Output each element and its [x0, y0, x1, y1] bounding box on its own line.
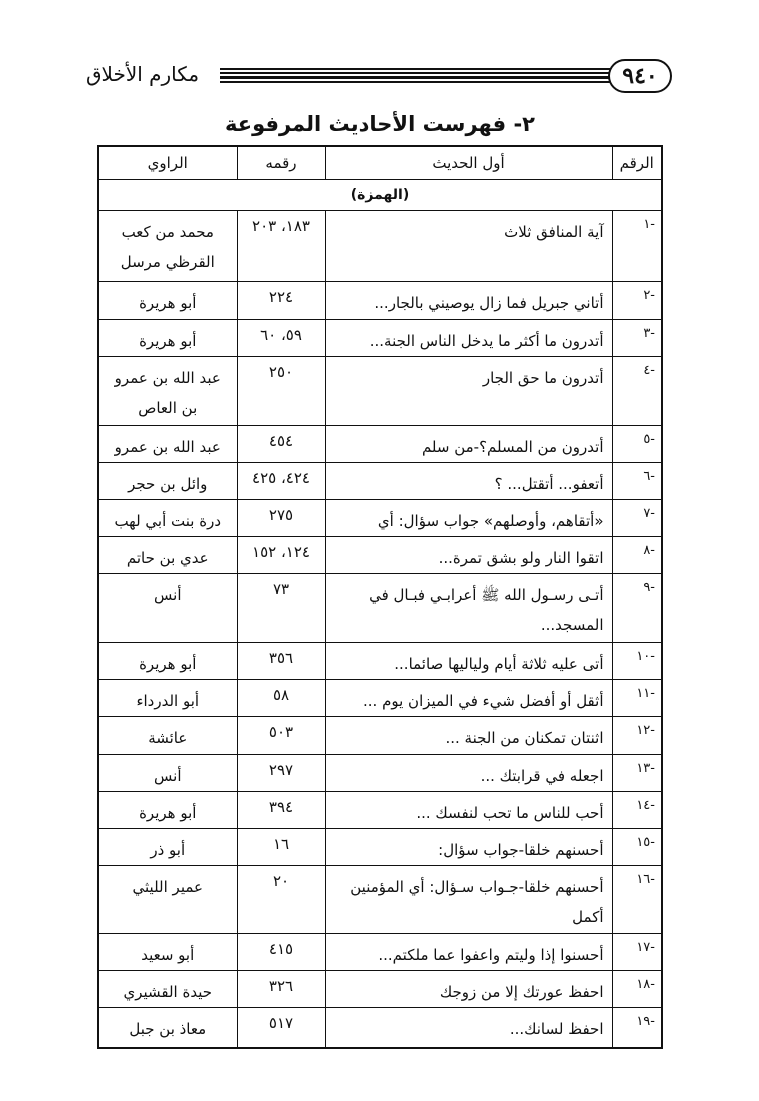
- page-number: ٩٤٠: [608, 59, 672, 93]
- hadith-reference: ٤٢٤، ٤٢٥: [237, 462, 325, 499]
- narrator: عبد الله بن عمرو: [98, 425, 237, 462]
- hadith-reference: ٥١٧: [237, 1008, 325, 1048]
- table-row: [98, 319, 662, 356]
- table-row: [98, 499, 662, 536]
- hadith-opening: اتقوا النار ولو بشق تمرة...: [325, 537, 612, 574]
- narrator: أبو سعيد: [98, 933, 237, 970]
- hadith-opening: أتاني جبريل فما زال يوصيني بالجار...: [325, 281, 612, 319]
- hadith-opening: «أتقاهم، وأوصلهم» جواب سؤال: أي: [325, 499, 612, 536]
- column-header-reference: رقمه: [237, 146, 325, 180]
- column-header-narrator: الراوي: [98, 146, 237, 180]
- table-header-row: [98, 146, 662, 180]
- hadith-opening: اجعله في قرابتك ...: [325, 754, 612, 791]
- narrator: أبو ذر: [98, 829, 237, 866]
- narrator: أبو هريرة: [98, 642, 237, 679]
- table-row: [98, 680, 662, 717]
- hadith-reference: ١٢٤، ١٥٢: [237, 537, 325, 574]
- narrator: محمد من كعب القرظي مرسل: [98, 211, 237, 281]
- row-number: -٨: [612, 537, 662, 574]
- narrator: أنس: [98, 574, 237, 642]
- table-row: [98, 642, 662, 679]
- narrator: عبد الله بن عمرو بن العاص: [98, 357, 237, 425]
- hadith-opening: أحسنوا إذا وليتم واعفوا عما ملكتم...: [325, 933, 612, 970]
- narrator: أبو هريرة: [98, 281, 237, 319]
- page-header: [80, 56, 680, 96]
- hadith-index-table: [97, 145, 663, 1049]
- narrator: وائل بن حجر: [98, 462, 237, 499]
- hadith-reference: ٥٩، ٦٠: [237, 319, 325, 356]
- row-number: -١٧: [612, 933, 662, 970]
- table-row: [98, 791, 662, 828]
- table-row: [98, 537, 662, 574]
- book-title: مكارم الأخلاق: [86, 62, 200, 86]
- hadith-reference: ٢٠: [237, 866, 325, 933]
- narrator: عدي بن حاتم: [98, 537, 237, 574]
- row-number: -١٩: [612, 1008, 662, 1048]
- hadith-opening: آية المنافق ثلاث: [325, 211, 612, 281]
- row-number: -٢: [612, 281, 662, 319]
- hadith-reference: ٧٣: [237, 574, 325, 642]
- row-number: -١١: [612, 680, 662, 717]
- row-number: -١٥: [612, 829, 662, 866]
- row-number: -١٤: [612, 791, 662, 828]
- table-row: [98, 717, 662, 754]
- row-number: -٤: [612, 357, 662, 425]
- table-row: [98, 1008, 662, 1048]
- hadith-opening: أحسنهم خلقا-جواب سؤال:: [325, 829, 612, 866]
- letter-section-row: [98, 180, 662, 211]
- hadith-reference: ٢٧٥: [237, 499, 325, 536]
- narrator: عمير الليثي: [98, 866, 237, 933]
- table-row: [98, 754, 662, 791]
- row-number: -٥: [612, 425, 662, 462]
- row-number: -٧: [612, 499, 662, 536]
- hadith-reference: ٣٢٦: [237, 970, 325, 1007]
- table-row: [98, 933, 662, 970]
- narrator: حيدة القشيري: [98, 970, 237, 1007]
- header-rule: [220, 68, 620, 84]
- table-row: [98, 462, 662, 499]
- narrator: أبو الدرداء: [98, 680, 237, 717]
- row-number: -٩: [612, 574, 662, 642]
- row-number: -١٦: [612, 866, 662, 933]
- hadith-reference: ٥٨: [237, 680, 325, 717]
- hadith-opening: أحسنهم خلقا-جـواب سـؤال: أي المؤمنين أكمل: [325, 866, 612, 933]
- narrator: درة بنت أبي لهب: [98, 499, 237, 536]
- hadith-reference: ١٦: [237, 829, 325, 866]
- row-number: -٦: [612, 462, 662, 499]
- row-number: -١٨: [612, 970, 662, 1007]
- section-title: ٢- فهرست الأحاديث المرفوعة: [224, 112, 535, 136]
- row-number: -١: [612, 211, 662, 281]
- hadith-opening: أتدرون ما حق الجار: [325, 357, 612, 425]
- table-row: [98, 211, 662, 281]
- table-row: [98, 970, 662, 1007]
- hadith-opening: أتـى رسـول الله ﷺ أعرابـي فبـال في المسجد...: [325, 574, 612, 642]
- hadith-reference: ١٨٣، ٢٠٣: [237, 211, 325, 281]
- hadith-reference: ٢٥٠: [237, 357, 325, 425]
- narrator: أنس: [98, 754, 237, 791]
- hadith-opening: احفظ لسانك...: [325, 1008, 612, 1048]
- hadith-reference: ٣٩٤: [237, 791, 325, 828]
- hadith-opening: اثنتان تمكنان من الجنة ...: [325, 717, 612, 754]
- narrator: أبو هريرة: [98, 791, 237, 828]
- hadith-reference: ٢٢٤: [237, 281, 325, 319]
- hadith-opening: أتدرون ما أكثر ما يدخل الناس الجنة...: [325, 319, 612, 356]
- narrator: عائشة: [98, 717, 237, 754]
- hadith-opening: احفظ عورتك إلا من زوجك: [325, 970, 612, 1007]
- hadith-reference: ٤٥٤: [237, 425, 325, 462]
- hadith-opening: أتى عليه ثلاثة أيام ولياليها صائما...: [325, 642, 612, 679]
- hadith-opening: أتعفو... أتقتل... ؟: [325, 462, 612, 499]
- table-row: [98, 357, 662, 425]
- row-number: -١٢: [612, 717, 662, 754]
- hadith-reference: ٣٥٦: [237, 642, 325, 679]
- hadith-reference: ٢٩٧: [237, 754, 325, 791]
- narrator: معاذ بن جبل: [98, 1008, 237, 1048]
- table-row: [98, 574, 662, 642]
- row-number: -١٠: [612, 642, 662, 679]
- table-row: [98, 866, 662, 933]
- column-header-hadith: أول الحديث: [325, 146, 612, 180]
- hadith-reference: ٥٠٣: [237, 717, 325, 754]
- table-row: [98, 425, 662, 462]
- hadith-reference: ٤١٥: [237, 933, 325, 970]
- row-number: -٣: [612, 319, 662, 356]
- hadith-opening: أثقل أو أفضل شيء في الميزان يوم ...: [325, 680, 612, 717]
- hadith-opening: أتدرون من المسلم؟-من سلم: [325, 425, 612, 462]
- narrator: أبو هريرة: [98, 319, 237, 356]
- letter-section-label: (الهمزة): [98, 180, 662, 211]
- hadith-opening: أحب للناس ما تحب لنفسك ...: [325, 791, 612, 828]
- table-row: [98, 829, 662, 866]
- row-number: -١٣: [612, 754, 662, 791]
- table-row: [98, 281, 662, 319]
- column-header-number: الرقم: [612, 146, 662, 180]
